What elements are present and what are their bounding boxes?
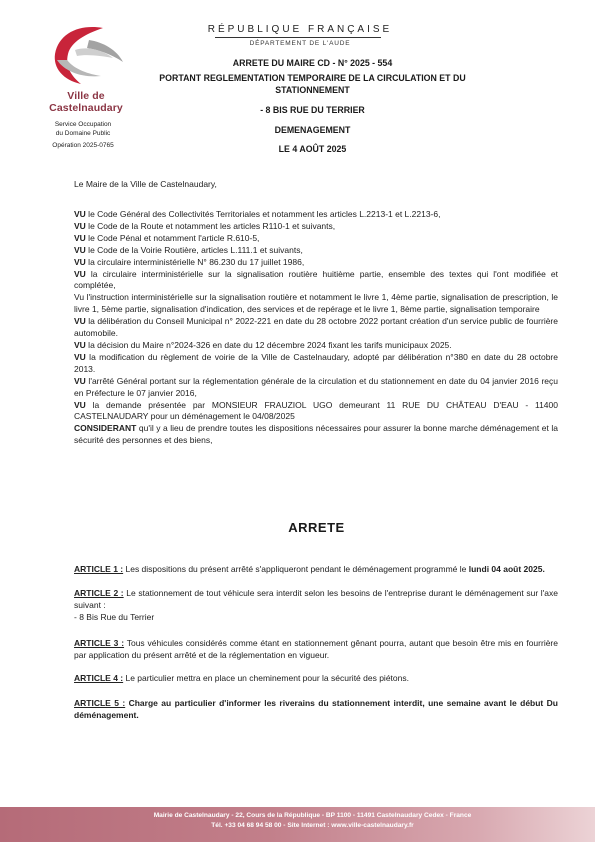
service-info: [28, 120, 138, 150]
decree-number: ARRETE DU MAIRE CD - N° 2025 - 554: [232, 58, 393, 68]
considerant-item: VU le Code de la Voirie Routière, articles L.111.1 et suivants,: [74, 244, 303, 255]
footer-contact: Tél. +33 04 68 94 58 00 - Site Internet : www.ville-castelnaudary.fr: [211, 822, 414, 829]
considerant-item: VU la délibération du Conseil Municipal n° 2022-221 en date du 28 octobre 2022 portant création d'un service public de fourrière automobile.: [74, 316, 558, 339]
considerant-item: VU le Code Pénal et notamment l'article R.610-5,: [74, 232, 260, 243]
article-label: ARTICLE 3 :: [74, 637, 125, 648]
article-label: ARTICLE 2 :: [74, 587, 124, 598]
service-line: Service Occupation: [54, 121, 112, 128]
considerant-item: VU la circulaire interministérielle N° 86.230 du 17 juillet 1986,: [74, 256, 305, 267]
mayor-line: Le Maire de la Ville de Castelnaudary,: [74, 179, 217, 189]
article-4: ARTICLE 4 : Le particulier mettra en place un cheminement pour la sécurité des piétons.: [74, 673, 409, 684]
operation-number: Opération 2025-0765: [52, 142, 114, 149]
considerant-item: Vu l'instruction interministérielle sur la signalisation routière et notamment le livre 1, 4ème partie, signalisation de prescription, le livre 1, 5ème partie, signalisation d'indication, des services et de repérage et le livre 1, 8ème partie, signalisation temporaire: [74, 292, 558, 315]
decree-address: - 8 BIS RUE DU TERRIER: [260, 105, 365, 115]
article-3: ARTICLE 3 : Tous véhicules considérés comme étant en stationnement gênant pourra, autant que besoin être mis en fourrière par application du présent arrêté et de la réglementation en vigueur.: [74, 637, 558, 660]
considerant-item: VU le Code de la Route et notamment les articles R110-1 et suivants,: [74, 220, 336, 231]
service-line: du Domaine Public: [55, 130, 111, 137]
considerant-item: VU la modification du règlement de voirie de la Ville de Castelnaudary, adopté par délibération n°380 en date du 28 octobre 2013.: [74, 351, 558, 374]
considerant-item: CONSIDERANT qu'il y a lieu de prendre toutes les dispositions nécessaires pour assurer la bonne marche déménagement et la sécurité des personnes et des biens,: [74, 423, 558, 446]
castelnaudary-logo-icon: [41, 20, 131, 90]
republic-heading: RÉPUBLIQUE FRANÇAISE: [207, 24, 393, 35]
decree-type: DEMENAGEMENT: [274, 125, 351, 135]
articles-list: [74, 564, 558, 734]
considerant-item: VU le Code Général des Collectivités Territoriales et notamment les articles L.2213-1 et L.2213-6,: [74, 209, 441, 219]
footer-address: Mairie de Castelnaudary - 22, Cours de la République - BP 1100 - 11491 Castelnaudary Cedex - France: [153, 812, 472, 819]
decree-titles: [150, 57, 475, 155]
article-1: ARTICLE 1 : Les dispositions du présent arrêté s'appliqueront pendant le déménagement programmé le lundi 04 août 2025.: [74, 564, 545, 574]
considerant-item: VU l'arrêté Général portant sur la réglementation générale de la circulation et du stationnement en date du 04 janvier 2016 reçu en Préfecture le 07 janvier 2016,: [74, 375, 558, 398]
city-logo: [36, 20, 136, 114]
footer-text: [0, 811, 595, 831]
decree-date: LE 4 AOÛT 2025: [278, 144, 347, 154]
city-name: Ville de Castelnaudary: [49, 90, 123, 114]
header-divider: [215, 37, 381, 38]
considerant-item: VU la circulaire interministérielle sur la signalisation routière huitième partie, ensemble des textes qui l'ont modifiée et complétée,: [74, 268, 558, 291]
article-2: ARTICLE 2 : Le stationnement de tout véhicule sera interdit selon les besoins de l'entreprise durant le déménagement sur l'axe suivant : - 8 Bis Rue du Terrier: [74, 587, 558, 622]
article-5: ARTICLE 5 : Charge au particulier d'informer les riverains du stationnement interdit, une semaine avant le début Du déménagement.: [74, 698, 558, 721]
decree-subtitle: PORTANT REGLEMENTATION TEMPORAIRE DE LA CIRCULATION ET DU STATIONNEMENT: [159, 73, 466, 95]
considerant-item: VU la décision du Maire n°2024-326 en date du 12 décembre 2024 fixant les tarifs municipaux 2025.: [74, 339, 452, 350]
department-heading: DÉPARTEMENT DE L'AUDE: [249, 40, 351, 47]
considerants-list: [74, 209, 558, 447]
arrete-heading: ARRETE: [288, 520, 345, 535]
article-street: - 8 Bis Rue du Terrier: [74, 611, 155, 622]
article-label: ARTICLE 1 :: [74, 564, 124, 574]
article-label: ARTICLE 5 :: [74, 698, 126, 709]
considerant-item: VU la demande présentée par MONSIEUR FRAUZIOL UGO demeurant 11 RUE DU CHÂTEAU D'EAU - 11400 CASTELNAUDARY pour un déménagement le 04/08/2025: [74, 399, 558, 422]
article-label: ARTICLE 4 :: [74, 673, 124, 684]
